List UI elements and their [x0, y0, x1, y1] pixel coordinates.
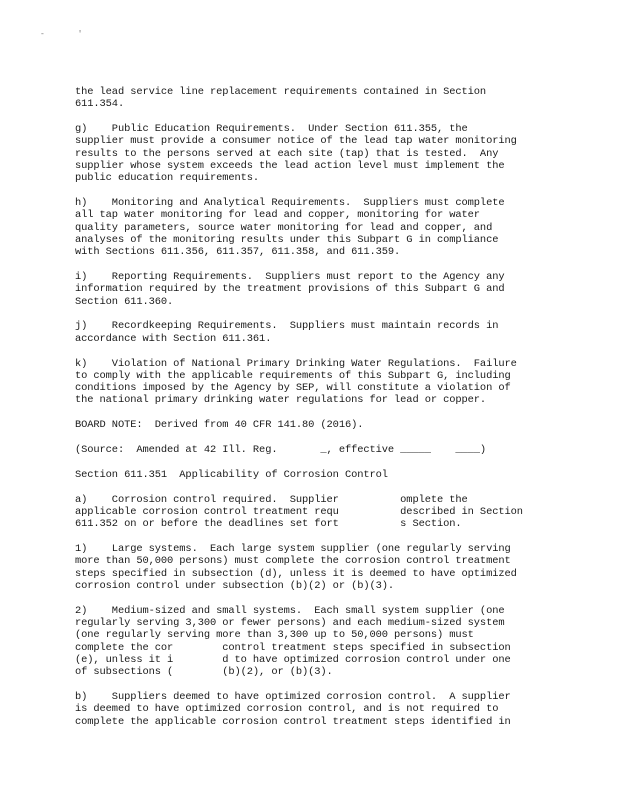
text-line: the lead service line replacement requirements contained in Section: [75, 86, 487, 98]
text-line: 2) Medium-sized and small systems. Each small system supplier (one: [75, 604, 505, 617]
text-line: corrosion control under subsection (b)(2) or (b)(3).: [75, 579, 395, 592]
subsection-a-1: [75, 543, 545, 592]
text-line: complete the cor control treatment steps specified in subsection: [75, 641, 511, 654]
text-line: j) Recordkeeping Requirements. Suppliers must maintain records in: [75, 320, 499, 333]
section-heading: [75, 469, 545, 481]
text-line: steps specified in subsection (d), unless it is deemed to have optimized: [75, 567, 517, 580]
scan-mark: ': [77, 30, 83, 39]
text-line: (e), unless it i d to have optimized corrosion control under one: [75, 653, 511, 666]
text-line: all tap water monitoring for lead and copper, monitoring for water: [75, 209, 480, 222]
text-line: BOARD NOTE: Derived from 40 CFR 141.80 (2016).: [75, 419, 364, 432]
text-line: results to the persons served at each site (tap) that is tested. Any: [75, 147, 499, 160]
text-line: Section 611.351 Applicability of Corrosion Control: [75, 468, 388, 481]
board-note: [75, 419, 545, 431]
subsection-i: [75, 271, 545, 308]
text-line: b) Suppliers deemed to have optimized corrosion control. A supplier: [75, 690, 511, 703]
text-line: a) Corrosion control required. Supplier omplete the: [75, 493, 468, 506]
text-line: i) Reporting Requirements. Suppliers must report to the Agency any: [75, 271, 505, 284]
text-line: 611.352 on or before the deadlines set fort s Section.: [75, 518, 462, 531]
subsection-j: [75, 320, 545, 345]
text-line: supplier must provide a consumer notice of the lead tap water monitoring: [75, 135, 517, 148]
text-line: regularly serving 3,300 or fewer persons) and each medium-sized system: [75, 617, 505, 629]
text-line: (one regularly serving more than 3,300 up to 50,000 persons) must: [75, 629, 474, 642]
text-line: k) Violation of National Primary Drinking Water Regulations. Failure: [75, 357, 517, 370]
scan-marks: [40, 30, 110, 39]
source-note: [75, 444, 545, 456]
text-line: more than 50,000 persons) must complete the corrosion control treatment: [75, 555, 511, 568]
subsection-g: [75, 123, 545, 184]
text-line: the national primary drinking water regulations for lead or copper.: [75, 394, 487, 407]
text-line: g) Public Education Requirements. Under Section 611.355, the: [75, 123, 468, 136]
text-line: h) Monitoring and Analytical Requirements. Suppliers must complete: [75, 197, 505, 210]
subsection-b: [75, 691, 545, 728]
text-line: public education requirements.: [75, 172, 260, 185]
document-page: [75, 86, 545, 740]
text-line: information required by the treatment provisions of this Subpart G and: [75, 283, 505, 296]
text-line: supplier whose system exceeds the lead action level must implement the: [75, 159, 505, 172]
continuation-paragraph: [75, 86, 545, 111]
text-line: 1) Large systems. Each large system supplier (one regularly serving: [75, 543, 511, 556]
subsection-a-2: [75, 605, 545, 679]
text-line: to comply with the applicable requirements of this Subpart G, including: [75, 369, 511, 382]
subsection-h: [75, 197, 545, 258]
text-line: analyses of the monitoring results under this Subpart G in compliance: [75, 233, 499, 246]
text-line: is deemed to have optimized corrosion control, and is not required to: [75, 703, 499, 716]
subsection-a: [75, 494, 545, 531]
text-line: 611.354.: [75, 98, 125, 111]
text-line: accordance with Section 611.361.: [75, 332, 272, 345]
text-line: quality parameters, source water monitoring for lead and copper, and: [75, 221, 493, 234]
text-line: with Sections 611.356, 611.357, 611.358, and 611.359.: [75, 246, 401, 259]
text-line: (Source: Amended at 42 Ill. Reg. _, effective _____ ____): [75, 444, 487, 457]
text-line: complete the applicable corrosion control treatment steps identified in: [75, 715, 511, 728]
text-line: of subsections ( (b)(2), or (b)(3).: [75, 666, 333, 679]
text-line: conditions imposed by the Agency by SEP, will constitute a violation of: [75, 382, 511, 395]
scan-mark: -: [40, 30, 45, 39]
text-line: applicable corrosion control treatment requ described in Section: [75, 505, 523, 518]
text-line: Section 611.360.: [75, 295, 174, 308]
subsection-k: [75, 358, 545, 407]
